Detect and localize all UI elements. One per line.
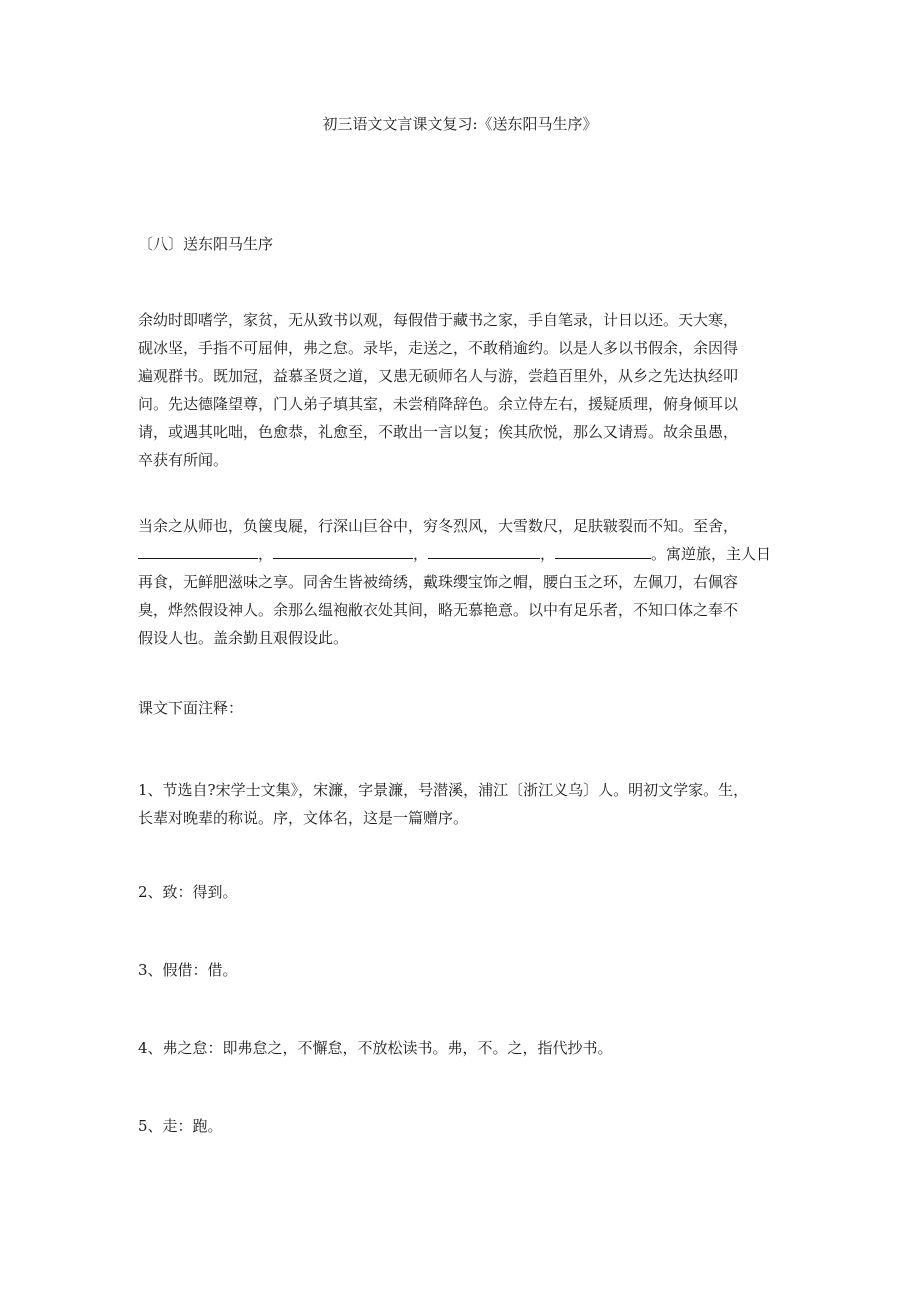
paragraph-2-line: 当余之从师也，负箧曳屣，行深山巨谷中，穷冬烈风，大雪数尺，足肤皲裂而不知。至舍， xyxy=(138,517,739,535)
note-item-3 xyxy=(138,956,798,984)
note-line: 4、弗之怠：即弗怠之，不懈怠，不放松读书。弗，不。之，指代抄书。 xyxy=(138,1039,613,1057)
paragraph-1-line: 遍观群书。既加冠，益慕圣贤之道，又患无硕师名人与游，尝趋百里外，从乡之先达执经叩 xyxy=(138,367,739,385)
paragraph-1-line: 问。先达德隆望尊，门人弟子填其室，未尝稍降辞色。余立侍左右，援疑质理，俯身倾耳以 xyxy=(138,395,739,413)
fill-in-blank-1 xyxy=(138,540,258,559)
blank-separator: ， xyxy=(413,545,429,563)
notes-heading: 课文下面注释： xyxy=(138,699,244,717)
note-line: 5、走：跑。 xyxy=(138,1117,223,1135)
note-item-2 xyxy=(138,878,798,906)
document-title: 初三语文文言课文复习:《送东阳马生序》 xyxy=(322,115,598,133)
paragraph-1-line: 卒获有所闻。 xyxy=(138,451,229,469)
blank-separator: ， xyxy=(540,545,556,563)
paragraph-2 xyxy=(138,512,798,652)
section-heading: 〔八〕送东阳马生序 xyxy=(138,235,274,253)
note-line: 长辈对晚辈的称说。序，文体名，这是一篇赠序。 xyxy=(138,809,469,827)
fill-in-blank-2 xyxy=(273,540,413,559)
blank-separator: ， xyxy=(258,545,274,563)
note-item-1 xyxy=(138,776,798,832)
note-item-4 xyxy=(138,1034,798,1062)
note-line: 3、假借：借。 xyxy=(138,961,238,979)
paragraph-1-line: 砚冰坚，手指不可屈伸，弗之怠。录毕，走送之，不敢稍逾约。以是人多以书假余，余因得 xyxy=(138,339,739,357)
note-line: 2、致：得到。 xyxy=(138,883,238,901)
paragraph-1 xyxy=(138,306,798,474)
paragraph-2-line: 再食，无鲜肥滋味之享。同舍生皆被绮绣，戴珠缨宝饰之帽，腰白玉之环，左佩刀，右佩容 xyxy=(138,573,739,591)
paragraph-2-blank-line xyxy=(138,540,798,568)
note-item-5 xyxy=(138,1112,798,1140)
paragraph-2-line-tail: 。寓逆旅，主人日 xyxy=(651,545,772,563)
fill-in-blank-4 xyxy=(555,540,651,559)
paragraph-1-line: 余幼时即嗜学，家贫，无从致书以观，每假借于藏书之家，手自笔录，计日以还。天大寒， xyxy=(138,311,739,329)
paragraph-2-line: 假设人也。盖余勤且艰假设此。 xyxy=(138,629,349,647)
paragraph-2-line: 臭，烨然假设神人。余那么缊袍敝衣处其间，略无慕艳意。以中有足乐者，不知口体之奉不 xyxy=(138,601,739,619)
fill-in-blank-3 xyxy=(428,540,540,559)
note-line: 1、节选自?宋学士文集》，宋濂，字景濂，号潜溪，浦江〔浙江义乌〕人。明初文学家。生， xyxy=(138,781,749,799)
paragraph-1-line: 请，或遇其叱咄，色愈恭，礼愈至，不敢出一言以复；俟其欣悦，那么又请焉。故余虽愚， xyxy=(138,423,739,441)
